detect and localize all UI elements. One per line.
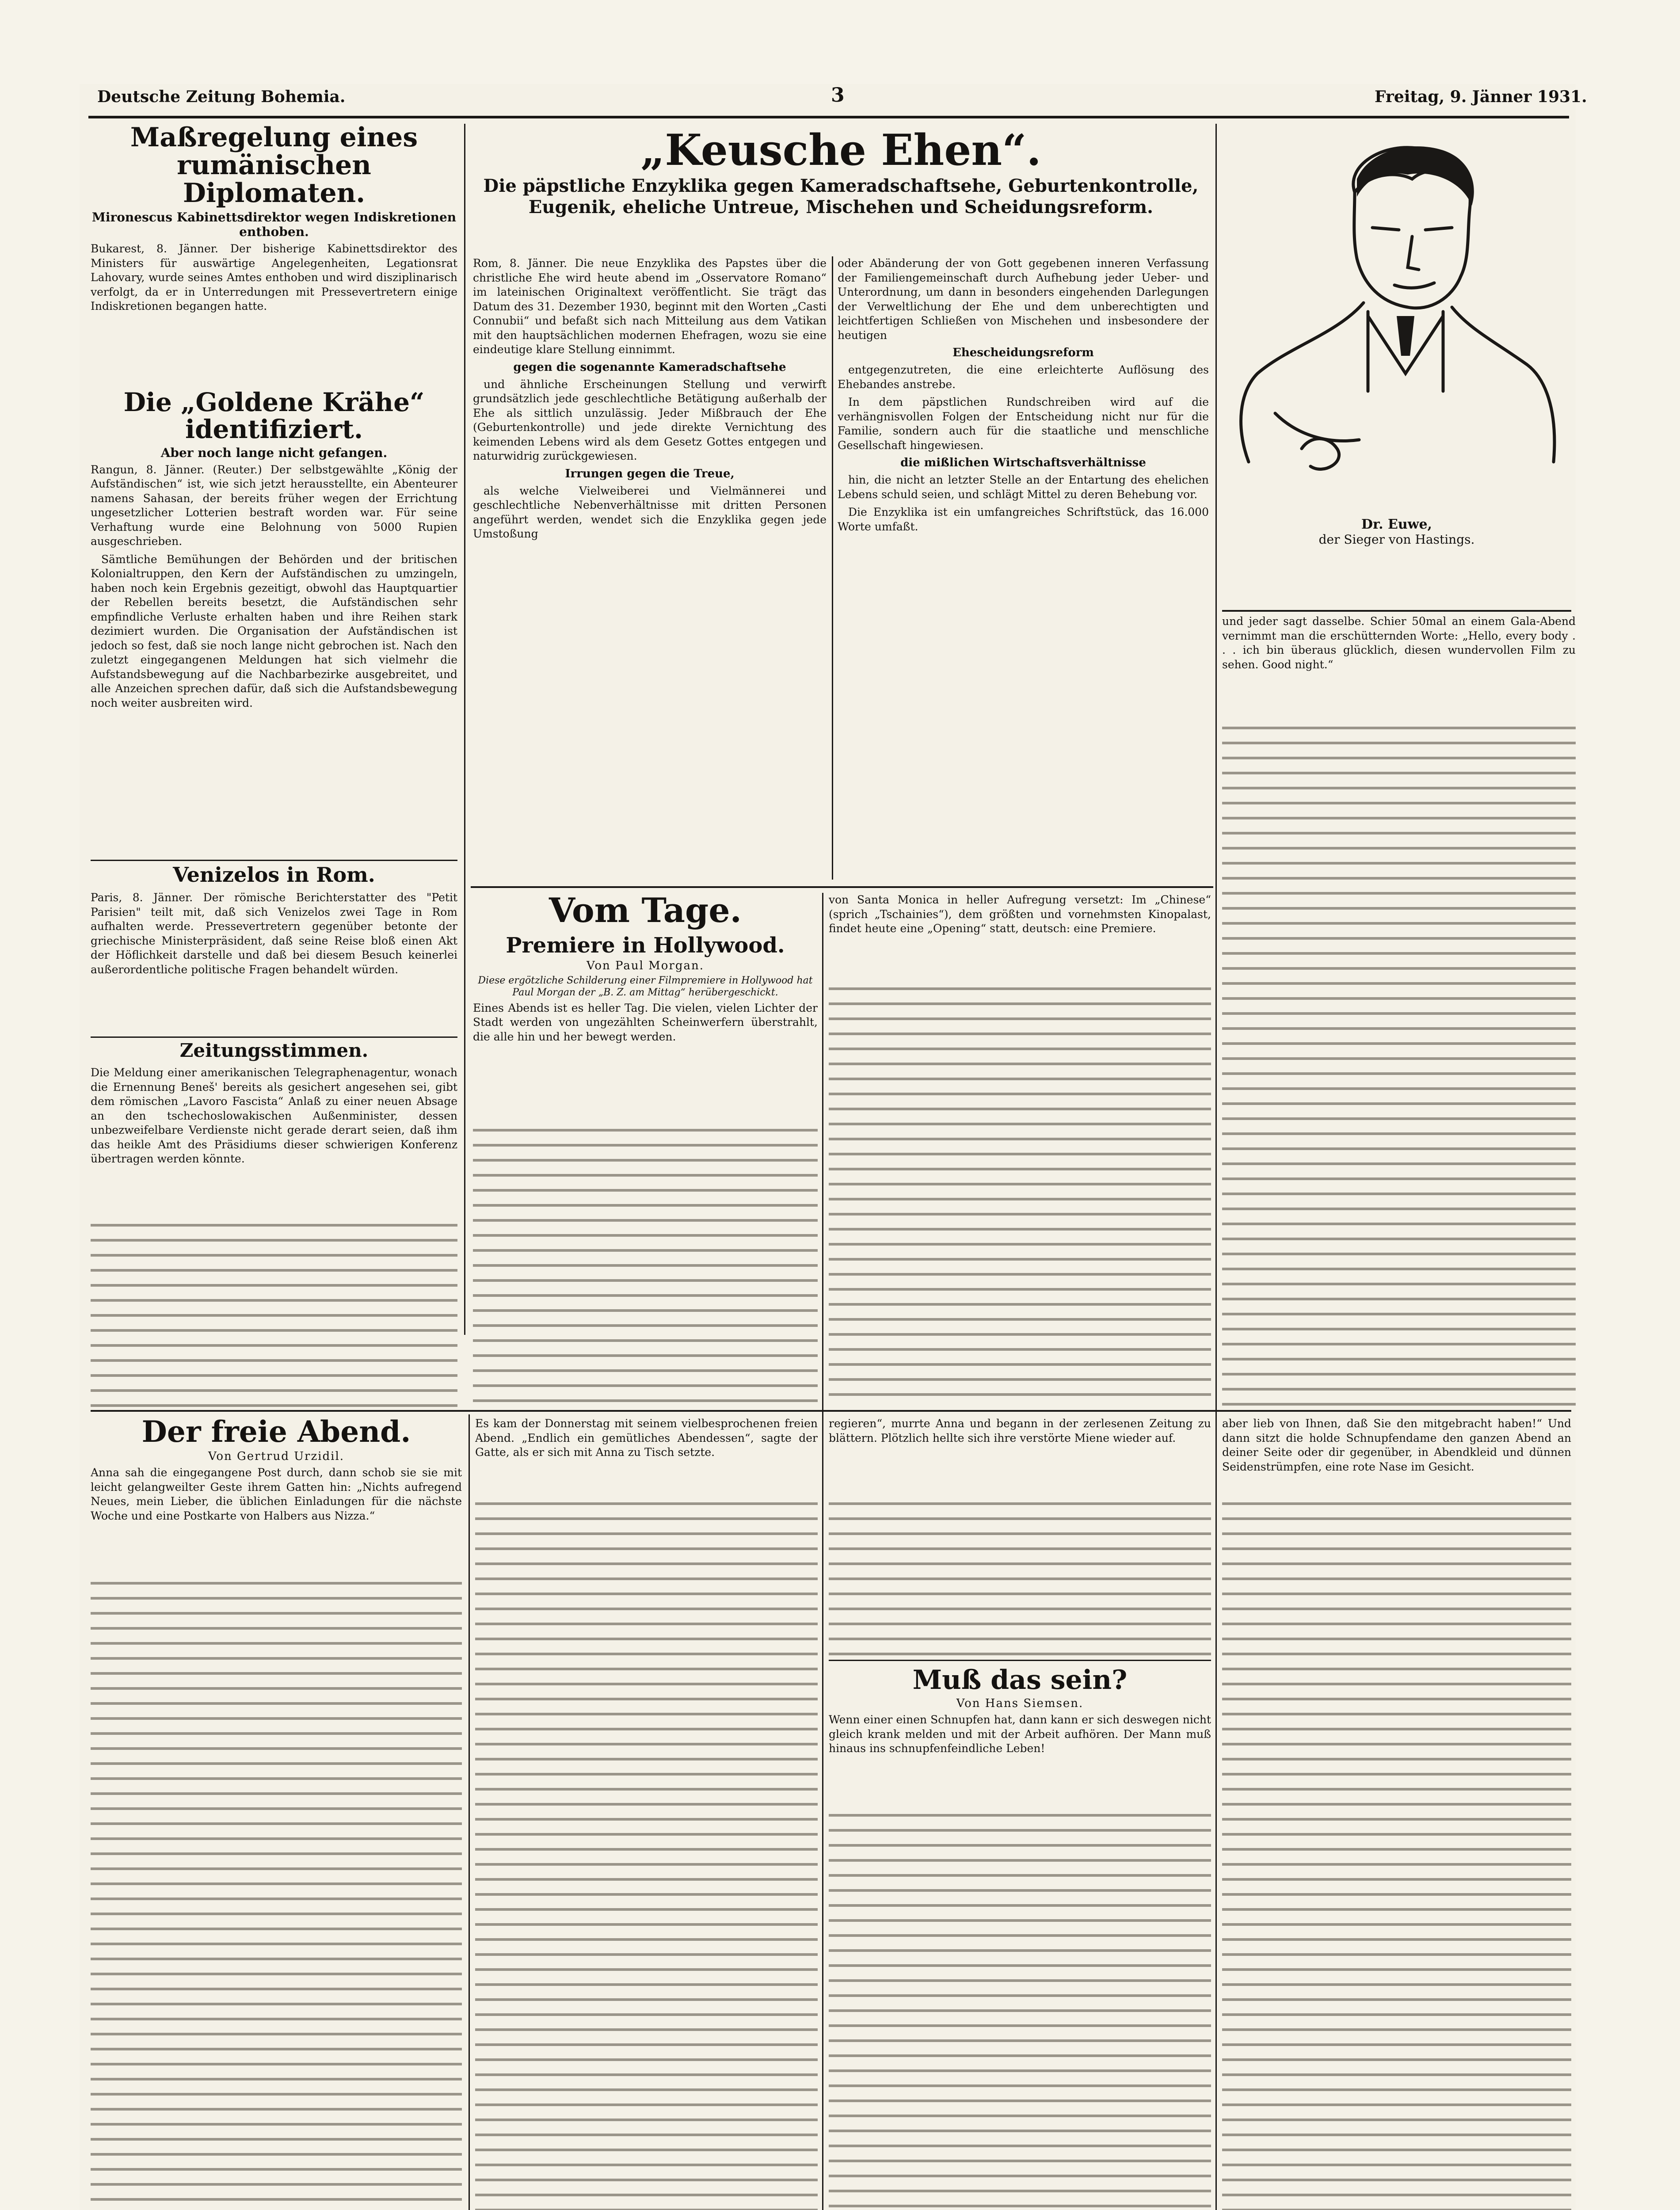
divider bbox=[471, 1410, 1571, 1412]
issue-date: Freitag, 9. Jänner 1931. bbox=[1375, 88, 1587, 106]
divider bbox=[1222, 610, 1571, 612]
article-text: Wenn einer einen Schnupfen hat, dann kann er sich deswegen nicht gleich krank melden und mit der Arbeit aufhören. Der Mann muß hinaus ins schnupfenfeindliche Leben! bbox=[829, 1713, 1211, 1755]
divider bbox=[91, 860, 457, 861]
editor-note: Diese ergötzliche Schilderung einer Filmpremiere in Hollywood hat Paul Morgan der „B. Z. am Mittag“ herübergeschickt. bbox=[478, 975, 813, 998]
text-lines bbox=[91, 1576, 462, 2210]
text-lines bbox=[1222, 720, 1576, 1406]
article-text: Rangun, 8. Jänner. (Reuter.) Der selbstgewählte „König der Aufständischen“ ist, wie sich jetzt herausstellte, ein Abenteurer namens Sahasan, der bereits früher wegen der Errichtung ungesetzlicher Lotterien bestraft worden war. Für seine Verhaftung wurde eine Belohnung von 5000 Rupien ausgeschrieben. bbox=[91, 463, 457, 548]
article-chaste-marriages bbox=[473, 128, 1209, 880]
article-text: Sämtliche Bemühungen der Behörden und der britischen Kolonialtruppen, den Kern der Aufständischen zu umzingeln, haben noch kein Ergebnis gezeitigt, obwohl das Hauptquartier der Rebellen bereits besetzt, die Aufständischen sehr empfindliche Verluste erhalten haben und ihre Reihen stark dezimiert wurden. Die Organisation der Aufständischen ist jedoch so fest, daß sie noch lange nicht gebrochen ist. Nach den zuletzt eingegangenen Meldungen hat sich vielmehr die Aufstandsbewegung auf die Nachbarbezirke ausgebreitet, und alle Anzeichen sprechen dafür, daß sich die Aufstandsbewegung noch weiter ausbreiten wird. bbox=[91, 552, 457, 709]
subheadline: Mironescus Kabinettsdirektor wegen Indiskretionen enthoben. bbox=[91, 210, 457, 239]
subheadline: Die päpstliche Enzyklika gegen Kameradschaftsehe, Geburtenkontrolle, Eugenik, eheliche Untreue, Mischehen und Scheidungsreform. bbox=[483, 175, 1199, 217]
byline: Von Paul Morgan. bbox=[586, 959, 705, 973]
article-free-evening-end bbox=[829, 1417, 1211, 1655]
headline: Der freie Abend. bbox=[141, 1417, 411, 1449]
article-premiere-cont bbox=[829, 893, 1211, 1406]
divider bbox=[471, 886, 1213, 888]
headline: Maßregelung eines rumänischen Diplomaten. bbox=[130, 124, 418, 209]
text-lines bbox=[1222, 1496, 1571, 2210]
article-text: Es kam der Donnerstag mit seinem vielbesprochenen freien Abend. „Endlich ein gemütliches Abendessen“, sagte der Gatte, als er sich mit Anna zu Tisch setzte. bbox=[475, 1417, 818, 1459]
headline: Muß das sein? bbox=[912, 1666, 1128, 1696]
text-lines bbox=[473, 1123, 818, 1406]
headline: Die „Goldene Krähe“ identifiziert. bbox=[123, 389, 425, 444]
article-golden-crow bbox=[91, 389, 457, 853]
article-press-voices bbox=[91, 1041, 457, 1408]
article-text: aber lieb von Ihnen, daß Sie den mitgebracht haben!“ Und dann sitzt die holde Schnupfendame den ganzen Abend an deiner Seite oder dir gegenüber, in Abendkleid und dünnen Seidenstrümpfen, eine rote Nase im Gesicht. bbox=[1222, 1417, 1571, 1473]
text-lines bbox=[829, 981, 1211, 1406]
article-text: oder Abänderung der von Gott gegebenen inneren Verfassung der Familiengemeinschaft durch Aufhebung jeder Ueber- und Unterordnung, um dann in besonders eingehenden Darlegungen der Verweltlichung der Ehe und dem unberechtigten und leichtfertigen Schließen von Mischehen und insbesondere der heutigen bbox=[838, 257, 1209, 342]
column-rule bbox=[1215, 124, 1217, 2210]
article-premiere-cont bbox=[1222, 614, 1576, 1406]
article-free-evening bbox=[91, 1417, 462, 2210]
article-text: Rom, 8. Jänner. Die neue Enzyklika des Papstes über die christliche Ehe wird heute abend im „Osservatore Romano“ im lateinischen Originaltext veröffentlicht. Sie trägt das Datum des 31. Dezember 1930, beginnt mit den Worten „Casti Connubii“ und befaßt sich nach Mitteilung aus dem Vatikan mit den hauptsächlichen modernen Ehefragen, wozu sie eine eindeutige klare Stellung einnimmt. bbox=[473, 257, 827, 356]
article-text: Die Meldung einer amerikanischen Telegraphenagentur, wonach die Ernennung Beneš' bereits als gesichert angesehen sei, gibt dem römischen „Lavoro Fascista“ Anlaß zu einer neuen Absage an den tschechoslowakischen Außenminister, dessen unbezweifelbare Verdienste nicht gerade derart seien, daß ihm das heikle Amt des Präsidiums dieser schwierigen Konferenz übertragen werden könnte. bbox=[91, 1066, 457, 1166]
subheadline: Aber noch lange nicht gefangen. bbox=[160, 445, 388, 460]
page-number: 3 bbox=[831, 84, 845, 107]
text-lines bbox=[829, 1496, 1211, 1655]
column-rule bbox=[832, 256, 833, 880]
article-premiere bbox=[473, 893, 818, 1406]
column-rule bbox=[464, 124, 465, 1335]
article-text: Bukarest, 8. Jänner. Der bisherige Kabinettsdirektor des Ministers für auswärtige Angelegenheiten, Legationsrat Lahovary, wurde seines Amtes enthoben und wird disziplinarisch verfolgt, da er in Unterredungen mit Pressevertretern einige Indiskretionen begangen hatte. bbox=[91, 242, 457, 312]
byline: Von Hans Siemsen. bbox=[956, 1697, 1084, 1710]
article-text: von Santa Monica in heller Aufregung versetzt: Im „Chinese“ (sprich „Tschainies“), dem größten und vornehmsten Kinopalast, findet heute eine „Opening“ statt, deutsch: eine Premiere. bbox=[829, 893, 1211, 935]
masthead-name: Deutsche Zeitung Bohemia. bbox=[97, 88, 346, 106]
divider bbox=[829, 1660, 1211, 1661]
section-heading: die mißlichen Wirtschaftsverhältnisse bbox=[900, 456, 1146, 469]
article-text: entgegenzutreten, die eine erleichterte Auflösung des Ehebandes anstrebe. bbox=[838, 363, 1209, 391]
byline: Von Gertrud Urzidil. bbox=[208, 1450, 345, 1463]
headline: Venizelos in Rom. bbox=[173, 864, 375, 887]
header-rule bbox=[88, 116, 1569, 118]
article-text: Eines Abends ist es heller Tag. Die vielen, vielen Lichter der Stadt werden von ungezählten Scheinwerfern überstrahlt, die alle hin und her bewegt werden. bbox=[473, 1001, 818, 1043]
section-title: Vom Tage. bbox=[549, 893, 742, 930]
text-lines bbox=[91, 1218, 457, 1408]
section-heading: Ehescheidungsreform bbox=[952, 346, 1094, 359]
article-text: In dem päpstlichen Rundschreiben wird auf die verhängnisvollen Folgen der Entscheidung nicht nur für die Familie, sondern auch für die staatliche und menschliche Gesellschaft hingewiesen. bbox=[838, 396, 1209, 452]
caricature-drawing bbox=[1222, 126, 1571, 515]
article-free-evening-cont bbox=[475, 1417, 818, 2210]
text-lines bbox=[475, 1496, 818, 2210]
article-text: Paris, 8. Jänner. Der römische Berichterstatter des "Petit Parisien" teilt mit, daß sich Venizelos zwei Tage in Rom aufhalten werde. Pressevertretern gegenüber betonte der griechische Ministerpräsident, daß seine Reise bloß einen Akt der Höflichkeit darstelle und daß bei diesem Besuch keinerlei außerordentliche politische Fragen behandelt würden. bbox=[91, 891, 457, 976]
caricature-caption-name: Dr. Euwe, bbox=[1361, 517, 1432, 532]
article-text: Anna sah die eingegangene Post durch, dann schob sie sie mit leicht gelangweilter Geste ihrem Gatten hin: „Nichts aufregend Neues, mein Lieber, die üblichen Einladungen für die nächste Woche und eine Postkarte von Halbers aus Nizza.“ bbox=[91, 1466, 462, 1522]
article-text: und ähnliche Erscheinungen Stellung und verwirft grundsätzlich jede geschlechtliche Betätigung außerhalb der Ehe als sittlich unzulässig. Jeder Mißbrauch der Ehe (Geburtenkontrolle) und jede direkte Vernichtung des keimenden Lebens wird als dem Gesetz Gottes entgegen und naturwidrig zurückgewiesen. bbox=[473, 377, 827, 462]
caricature-panel bbox=[1222, 126, 1571, 608]
article-venizelos bbox=[91, 864, 457, 1032]
article-text: als welche Vielweiberei und Vielmännerei und geschlechtliche Nebenverhältnisse mit dritten Personen angeführt werden, wendet sich die Enzyklika gegen jede Umstoßung bbox=[473, 484, 827, 540]
text-lines bbox=[829, 1808, 1211, 2210]
article-must-it-be-cont bbox=[1222, 1417, 1571, 2210]
article-text: Die Enzyklika ist ein umfangreiches Schriftstück, das 16.000 Worte umfaßt. bbox=[838, 506, 1209, 533]
column-rule bbox=[822, 893, 823, 2210]
section-heading: gegen die sogenannte Kameradschaftsehe bbox=[513, 360, 786, 374]
headline: Premiere in Hollywood. bbox=[506, 933, 785, 958]
column-rule bbox=[469, 1414, 470, 2210]
article-text: und jeder sagt dasselbe. Schier 50mal an einem Gala-Abend vernimmt man die erschütternden Worte: „Hello, every body . . . ich bin überaus glücklich, diesen wundervollen Film zu sehen. Good night.“ bbox=[1222, 615, 1576, 671]
article-diplomat bbox=[91, 124, 457, 385]
article-text: hin, die nicht an letzter Stelle an der Entartung des ehelichen Lebens schuld seien, und schlägt Mittel zu deren Behebung vor. bbox=[838, 473, 1209, 501]
caricature-caption-text: der Sieger von Hastings. bbox=[1318, 532, 1475, 547]
section-heading: Irrungen gegen die Treue, bbox=[565, 467, 735, 480]
article-text: regieren“, murrte Anna und begann in der zerlesenen Zeitung zu blättern. Plötzlich hellte sich ihre verstörte Miene wieder auf. bbox=[829, 1417, 1211, 1444]
divider bbox=[91, 1036, 457, 1038]
headline: „Keusche Ehen“. bbox=[640, 128, 1041, 175]
article-must-it-be bbox=[829, 1666, 1211, 2210]
headline: Zeitungsstimmen. bbox=[179, 1041, 369, 1061]
